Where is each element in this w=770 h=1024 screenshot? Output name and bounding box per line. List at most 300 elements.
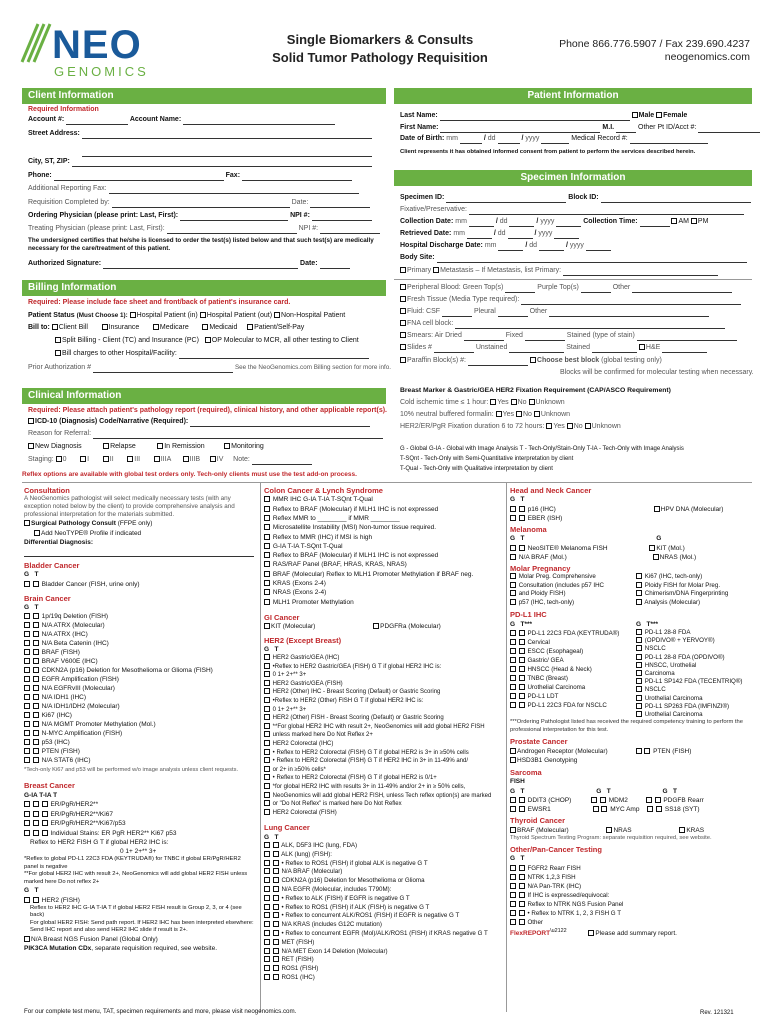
specimen-id-field[interactable] (446, 196, 566, 203)
molar2-test-checkbox[interactable] (636, 582, 642, 588)
other-test-checkbox[interactable] (519, 901, 525, 907)
ss18-t[interactable] (656, 806, 662, 812)
stage-3a-checkbox[interactable] (154, 456, 160, 462)
hosp-dd-field[interactable] (539, 244, 564, 251)
kit-mol-checkbox[interactable] (649, 545, 655, 551)
lung-test-checkbox[interactable] (273, 904, 279, 910)
other-test-checkbox[interactable] (510, 883, 516, 889)
client-bill-checkbox[interactable] (52, 324, 58, 330)
auth-date-field[interactable] (320, 262, 350, 269)
breast-test-checkbox[interactable] (33, 801, 39, 807)
pdl1-right-test-checkbox[interactable] (636, 686, 642, 692)
block-id-field[interactable] (601, 196, 751, 203)
pdl1-left-test-checkbox[interactable] (519, 702, 525, 708)
breast-test-checkbox[interactable] (33, 811, 39, 817)
pten-t-checkbox[interactable] (644, 748, 650, 754)
brain-test-checkbox[interactable] (24, 640, 30, 646)
lung-test-checkbox[interactable] (273, 895, 279, 901)
stage-0-checkbox[interactable] (56, 456, 62, 462)
pdl1-left-test-checkbox[interactable] (510, 666, 516, 672)
pdl1-right-test-checkbox[interactable] (636, 703, 642, 709)
bill-other-checkbox[interactable] (55, 350, 61, 356)
other-test-checkbox[interactable] (510, 874, 516, 880)
lung-test-checkbox[interactable] (264, 868, 270, 874)
paraffin-checkbox[interactable] (400, 357, 406, 363)
hpv-checkbox[interactable] (654, 506, 660, 512)
molar-test-checkbox[interactable] (510, 590, 516, 596)
brain-test-checkbox[interactable] (24, 730, 30, 736)
her2-test-checkbox[interactable] (264, 792, 270, 798)
monitoring-checkbox[interactable] (224, 443, 230, 449)
brain-test-checkbox[interactable] (33, 649, 39, 655)
cold-no-checkbox[interactable] (511, 399, 517, 405)
brain-test-checkbox[interactable] (33, 712, 39, 718)
fluid-checkbox[interactable] (400, 308, 406, 314)
pdgfra-checkbox[interactable] (373, 623, 379, 629)
colon-test-checkbox[interactable] (264, 561, 270, 567)
note-field[interactable] (252, 458, 312, 465)
fixed-field[interactable] (525, 334, 565, 341)
prior-auth-field[interactable] (93, 366, 233, 373)
lung-test-checkbox[interactable] (273, 842, 279, 848)
brain-test-checkbox[interactable] (24, 739, 30, 745)
nras-mol-checkbox[interactable] (653, 554, 659, 560)
add-fax-field[interactable] (109, 187, 359, 194)
hosp-out-checkbox[interactable] (200, 312, 206, 318)
lung-test-checkbox[interactable] (273, 974, 279, 980)
op-mol-checkbox[interactable] (205, 337, 211, 343)
brain-test-checkbox[interactable] (24, 667, 30, 673)
breast-test-checkbox[interactable] (24, 801, 30, 807)
pdl1-left-test-checkbox[interactable] (519, 693, 525, 699)
retr-dd-field[interactable] (508, 232, 533, 239)
ddit3-t[interactable] (519, 797, 525, 803)
csf-field[interactable] (442, 310, 472, 317)
other-test-checkbox[interactable] (510, 901, 516, 907)
p16-t-checkbox[interactable] (519, 506, 525, 512)
coll-mm-field[interactable] (469, 220, 494, 227)
fix-yes-checkbox[interactable] (546, 423, 552, 429)
her2-test-checkbox[interactable] (264, 671, 270, 677)
her2-test-checkbox[interactable] (264, 783, 270, 789)
city-field[interactable] (72, 160, 372, 167)
her2-test-checkbox[interactable] (264, 766, 270, 772)
icd-checkbox[interactable] (28, 418, 34, 424)
breast-test-checkbox[interactable] (42, 830, 48, 836)
p16-g-checkbox[interactable] (510, 506, 516, 512)
other-test-checkbox[interactable] (519, 883, 525, 889)
myc-t[interactable] (601, 806, 607, 812)
lung-test-checkbox[interactable] (264, 904, 270, 910)
lung-test-checkbox[interactable] (264, 877, 270, 883)
reason-field[interactable] (93, 432, 383, 439)
unstained-field[interactable] (509, 346, 564, 353)
lung-test-checkbox[interactable] (264, 851, 270, 857)
pdl1-left-test-checkbox[interactable] (510, 702, 516, 708)
fna-field[interactable] (455, 322, 725, 329)
paraffin-field[interactable] (468, 359, 528, 366)
stained-type-field[interactable] (637, 334, 737, 341)
non-hosp-checkbox[interactable] (274, 312, 280, 318)
breast-test-checkbox[interactable] (33, 830, 39, 836)
breast-test-checkbox[interactable] (33, 820, 39, 826)
account-name-field[interactable] (183, 118, 335, 125)
pdl1-left-test-checkbox[interactable] (519, 630, 525, 636)
stage-1-checkbox[interactable] (80, 456, 86, 462)
coll-time-field[interactable] (640, 220, 670, 227)
mi-field[interactable] (616, 126, 636, 133)
npi2-field[interactable] (320, 227, 380, 234)
brain-test-checkbox[interactable] (33, 613, 39, 619)
treating-field[interactable] (167, 227, 297, 234)
pdl1-left-test-checkbox[interactable] (510, 693, 516, 699)
brain-test-checkbox[interactable] (33, 739, 39, 745)
ordering-field[interactable] (180, 214, 288, 221)
stage-3-checkbox[interactable] (127, 456, 133, 462)
her2-test-checkbox[interactable] (264, 723, 270, 729)
pleural-field[interactable] (498, 310, 528, 317)
pdl1-right-test-checkbox[interactable] (636, 711, 642, 717)
first-name-field[interactable] (440, 126, 600, 133)
pdl1-left-test-checkbox[interactable] (519, 684, 525, 690)
eber-g-checkbox[interactable] (510, 515, 516, 521)
coll-yyyy-field[interactable] (556, 220, 581, 227)
pdgfb-g[interactable] (646, 797, 652, 803)
thyroid-kras-checkbox[interactable] (679, 827, 685, 833)
brain-test-checkbox[interactable] (24, 703, 30, 709)
brain-test-checkbox[interactable] (33, 757, 39, 763)
other-test-checkbox[interactable] (510, 865, 516, 871)
brain-test-checkbox[interactable] (24, 748, 30, 754)
female-checkbox[interactable] (656, 112, 662, 118)
npi-field[interactable] (312, 214, 372, 221)
pb-other-field[interactable] (632, 286, 732, 293)
relapse-checkbox[interactable] (103, 443, 109, 449)
lung-test-checkbox[interactable] (264, 939, 270, 945)
primary-checkbox[interactable] (400, 267, 406, 273)
hosp-mm-field[interactable] (498, 244, 523, 251)
her2-test-checkbox[interactable] (264, 740, 270, 746)
pdl1-left-test-checkbox[interactable] (519, 675, 525, 681)
lung-test-checkbox[interactable] (273, 860, 279, 866)
surg-consult-checkbox[interactable] (24, 520, 30, 526)
other-test-checkbox[interactable] (519, 874, 525, 880)
brain-test-checkbox[interactable] (24, 685, 30, 691)
am-checkbox[interactable] (671, 218, 677, 224)
brain-test-checkbox[interactable] (33, 658, 39, 664)
bladder-g-checkbox[interactable] (24, 581, 30, 587)
fix-no-checkbox[interactable] (567, 423, 573, 429)
air-dried-field[interactable] (464, 334, 504, 341)
brain-test-checkbox[interactable] (24, 676, 30, 682)
fixative-field[interactable] (469, 208, 744, 215)
colon-test-checkbox[interactable] (264, 534, 270, 540)
colon-test-checkbox[interactable] (264, 543, 270, 549)
buf-no-checkbox[interactable] (516, 411, 522, 417)
male-checkbox[interactable] (632, 112, 638, 118)
breast-test-checkbox[interactable] (42, 820, 48, 826)
lung-test-checkbox[interactable] (273, 851, 279, 857)
lung-test-checkbox[interactable] (273, 921, 279, 927)
brain-test-checkbox[interactable] (24, 712, 30, 718)
her2-fish-t-checkbox[interactable] (33, 897, 39, 903)
hosp-in-checkbox[interactable] (130, 312, 136, 318)
ss18-g[interactable] (647, 806, 653, 812)
other-test-checkbox[interactable] (519, 919, 525, 925)
pdl1-right-test-checkbox[interactable] (636, 695, 642, 701)
brain-test-checkbox[interactable] (33, 676, 39, 682)
molar-test-checkbox[interactable] (510, 573, 516, 579)
phone-field[interactable] (54, 174, 224, 181)
brain-test-checkbox[interactable] (33, 721, 39, 727)
colon-test-checkbox[interactable] (264, 552, 270, 558)
lung-test-checkbox[interactable] (264, 921, 270, 927)
lung-test-checkbox[interactable] (273, 948, 279, 954)
he-checkbox[interactable] (639, 344, 645, 350)
pdl1-left-test-checkbox[interactable] (510, 675, 516, 681)
other-test-checkbox[interactable] (519, 892, 525, 898)
ar-checkbox[interactable] (510, 748, 516, 754)
ddit3-g[interactable] (510, 797, 516, 803)
mrn-field[interactable] (630, 137, 708, 144)
fix-unknown-checkbox[interactable] (585, 423, 591, 429)
street-field-2[interactable] (82, 148, 372, 157)
lung-test-checkbox[interactable] (273, 939, 279, 945)
colon-test-checkbox[interactable] (264, 506, 270, 512)
brain-test-checkbox[interactable] (24, 694, 30, 700)
hsd3b1-checkbox[interactable] (510, 757, 516, 763)
her2-test-checkbox[interactable] (264, 731, 270, 737)
her2-test-checkbox[interactable] (264, 688, 270, 694)
stage-2-checkbox[interactable] (103, 456, 109, 462)
brain-test-checkbox[interactable] (33, 730, 39, 736)
purple-field[interactable] (581, 286, 611, 293)
pb-checkbox[interactable] (400, 284, 406, 290)
breast-test-checkbox[interactable] (24, 820, 30, 826)
mdm2-t[interactable] (600, 797, 606, 803)
brain-test-checkbox[interactable] (33, 667, 39, 673)
req-date-field[interactable] (310, 201, 370, 208)
stained-field[interactable] (592, 346, 637, 353)
colon-test-checkbox[interactable] (264, 580, 270, 586)
other-test-checkbox[interactable] (519, 865, 525, 871)
lung-test-checkbox[interactable] (273, 930, 279, 936)
pdl1-left-test-checkbox[interactable] (510, 639, 516, 645)
pdl1-left-test-checkbox[interactable] (510, 648, 516, 654)
breast-test-checkbox[interactable] (42, 811, 48, 817)
icd-field[interactable] (190, 420, 370, 427)
her2-test-checkbox[interactable] (264, 749, 270, 755)
pdl1-right-test-checkbox[interactable] (636, 678, 642, 684)
colon-test-checkbox[interactable] (264, 571, 270, 577)
lung-test-checkbox[interactable] (264, 965, 270, 971)
smears-checkbox[interactable] (400, 332, 406, 338)
molar2-test-checkbox[interactable] (636, 599, 642, 605)
pdl1-left-test-checkbox[interactable] (510, 630, 516, 636)
colon-test-checkbox[interactable] (264, 496, 270, 502)
lung-test-checkbox[interactable] (264, 895, 270, 901)
pdl1-left-test-checkbox[interactable] (519, 648, 525, 654)
brain-test-checkbox[interactable] (24, 622, 30, 628)
other-test-checkbox[interactable] (510, 910, 516, 916)
body-site-field[interactable] (437, 256, 747, 263)
stage-3b-checkbox[interactable] (183, 456, 189, 462)
her2-test-checkbox[interactable] (264, 680, 270, 686)
nfusion-checkbox[interactable] (24, 936, 30, 942)
pten-g-checkbox[interactable] (636, 748, 642, 754)
fresh-checkbox[interactable] (400, 296, 406, 302)
her2-test-checkbox[interactable] (264, 706, 270, 712)
colon-test-checkbox[interactable] (264, 589, 270, 595)
brain-test-checkbox[interactable] (33, 640, 39, 646)
her2-test-checkbox[interactable] (264, 654, 270, 660)
pdl1-left-test-checkbox[interactable] (519, 657, 525, 663)
lung-test-checkbox[interactable] (273, 912, 279, 918)
brain-test-checkbox[interactable] (33, 685, 39, 691)
her2-test-checkbox[interactable] (264, 757, 270, 763)
auth-field[interactable] (103, 262, 298, 269)
her2-fish-g-checkbox[interactable] (24, 897, 30, 903)
thyroid-nras-checkbox[interactable] (606, 827, 612, 833)
addneo-checkbox[interactable] (34, 530, 40, 536)
dob-mm-field[interactable] (460, 137, 482, 144)
kit-checkbox[interactable] (264, 623, 270, 629)
breast-test-checkbox[interactable] (24, 830, 30, 836)
brain-test-checkbox[interactable] (24, 757, 30, 763)
mdm2-g[interactable] (591, 797, 597, 803)
colon-test-checkbox[interactable] (264, 524, 270, 530)
myc-g[interactable] (593, 806, 599, 812)
eber-t-checkbox[interactable] (519, 515, 525, 521)
her2-test-checkbox[interactable] (264, 697, 270, 703)
ewsr1-t[interactable] (519, 806, 525, 812)
buf-yes-checkbox[interactable] (496, 411, 502, 417)
retr-mm-field[interactable] (467, 232, 492, 239)
remission-checkbox[interactable] (157, 443, 163, 449)
breast-test-checkbox[interactable] (42, 801, 48, 807)
fna-checkbox[interactable] (400, 320, 406, 326)
lung-test-checkbox[interactable] (264, 974, 270, 980)
molar2-test-checkbox[interactable] (636, 573, 642, 579)
brain-test-checkbox[interactable] (24, 613, 30, 619)
pdgfb-t[interactable] (655, 797, 661, 803)
cold-unknown-checkbox[interactable] (529, 399, 535, 405)
brain-test-checkbox[interactable] (24, 649, 30, 655)
slides-checkbox[interactable] (400, 344, 406, 350)
lung-test-checkbox[interactable] (264, 842, 270, 848)
lung-test-checkbox[interactable] (273, 956, 279, 962)
pdl1-right-test-checkbox[interactable] (636, 645, 642, 651)
molar-test-checkbox[interactable] (510, 582, 516, 588)
braf-mel-checkbox[interactable] (510, 554, 516, 560)
colon-test-checkbox[interactable] (264, 599, 270, 605)
diff-field[interactable] (24, 547, 254, 557)
new-dx-checkbox[interactable] (28, 443, 34, 449)
brain-test-checkbox[interactable] (33, 694, 39, 700)
account-field[interactable] (66, 118, 128, 125)
other-test-checkbox[interactable] (510, 892, 516, 898)
req-by-field[interactable] (112, 201, 290, 208)
brain-test-checkbox[interactable] (24, 658, 30, 664)
street-field[interactable] (82, 132, 372, 139)
her2-test-checkbox[interactable] (264, 774, 270, 780)
pm-checkbox[interactable] (691, 218, 697, 224)
stage-4-checkbox[interactable] (210, 456, 216, 462)
cold-yes-checkbox[interactable] (490, 399, 496, 405)
pdl1-right-test-checkbox[interactable] (636, 637, 642, 643)
her2-test-checkbox[interactable] (264, 800, 270, 806)
pdl1-right-test-checkbox[interactable] (636, 662, 642, 668)
medicaid-checkbox[interactable] (202, 324, 208, 330)
lung-test-checkbox[interactable] (264, 886, 270, 892)
neosite-t-checkbox[interactable] (519, 545, 525, 551)
lung-test-checkbox[interactable] (264, 860, 270, 866)
ewsr1-g[interactable] (510, 806, 516, 812)
lung-test-checkbox[interactable] (273, 886, 279, 892)
lung-test-checkbox[interactable] (273, 965, 279, 971)
molar2-test-checkbox[interactable] (636, 590, 642, 596)
brain-test-checkbox[interactable] (33, 622, 39, 628)
he-field[interactable] (662, 346, 707, 353)
colon-test-checkbox[interactable] (264, 515, 270, 521)
bladder-t-checkbox[interactable] (33, 581, 39, 587)
best-block-checkbox[interactable] (530, 357, 536, 363)
hosp-yyyy-field[interactable] (586, 244, 611, 251)
other-test-checkbox[interactable] (519, 910, 525, 916)
pb-field[interactable] (505, 286, 535, 293)
flex-checkbox[interactable] (588, 930, 594, 936)
her2-test-checkbox[interactable] (264, 714, 270, 720)
dob-dd-field[interactable] (498, 137, 520, 144)
self-pay-checkbox[interactable] (247, 324, 253, 330)
meta-field[interactable] (563, 269, 718, 276)
slides-field[interactable] (434, 346, 474, 353)
thyroid-braf-checkbox[interactable] (510, 827, 516, 833)
lung-test-checkbox[interactable] (264, 948, 270, 954)
coll-dd-field[interactable] (509, 220, 534, 227)
pdl1-left-test-checkbox[interactable] (519, 639, 525, 645)
lung-test-checkbox[interactable] (264, 912, 270, 918)
pdl1-right-test-checkbox[interactable] (636, 654, 642, 660)
insurance-checkbox[interactable] (102, 324, 108, 330)
fax-field[interactable] (242, 174, 352, 181)
brain-test-checkbox[interactable] (24, 721, 30, 727)
brain-test-checkbox[interactable] (33, 703, 39, 709)
buf-unknown-checkbox[interactable] (534, 411, 540, 417)
breast-test-checkbox[interactable] (24, 811, 30, 817)
pdl1-left-test-checkbox[interactable] (510, 684, 516, 690)
dob-yyyy-field[interactable] (541, 137, 569, 144)
lung-test-checkbox[interactable] (273, 868, 279, 874)
other-test-checkbox[interactable] (510, 919, 516, 925)
pdl1-right-test-checkbox[interactable] (636, 629, 642, 635)
bill-other-field[interactable] (179, 352, 369, 359)
brain-test-checkbox[interactable] (33, 748, 39, 754)
lung-test-checkbox[interactable] (264, 956, 270, 962)
neosite-g-checkbox[interactable] (510, 545, 516, 551)
brain-test-checkbox[interactable] (24, 631, 30, 637)
retr-yyyy-field[interactable] (554, 232, 579, 239)
pdl1-left-test-checkbox[interactable] (510, 657, 516, 663)
split-checkbox[interactable] (55, 337, 61, 343)
medicare-checkbox[interactable] (153, 324, 159, 330)
last-name-field[interactable] (440, 114, 630, 121)
pdl1-left-test-checkbox[interactable] (519, 666, 525, 672)
meta-checkbox[interactable] (433, 267, 439, 273)
her2-test-checkbox[interactable] (264, 809, 270, 815)
her2-test-checkbox[interactable] (264, 663, 270, 669)
other-id-field[interactable] (698, 126, 760, 133)
